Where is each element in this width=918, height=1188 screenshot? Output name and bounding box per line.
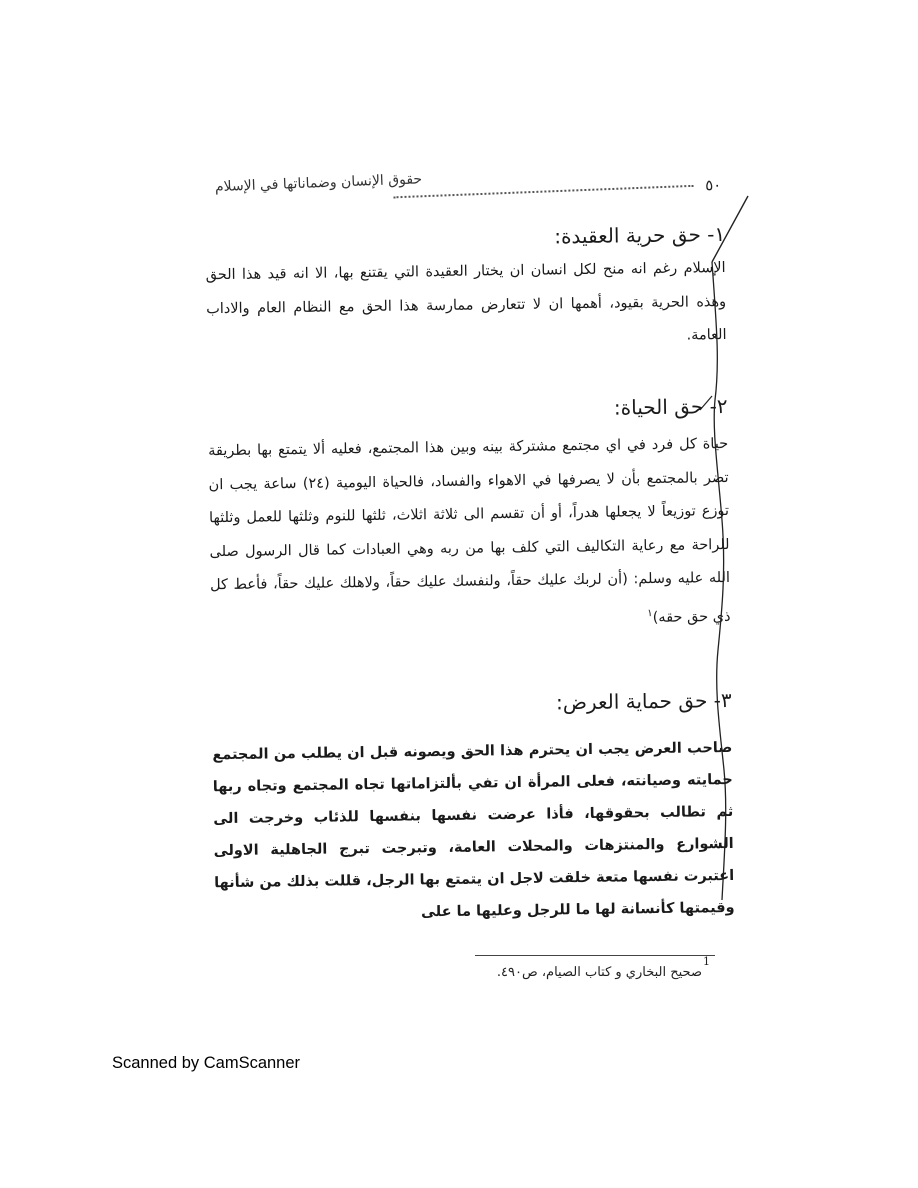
- section-heading-honor: ٣- حق حماية العرض:: [555, 687, 732, 715]
- section-paragraph-life-text: حياة كل فرد في اي مجتمع مشتركة بينه وبين هذا المجتمع، فعليه ألا يتمتع بها بطريقة تضر بالمجتمع بأن لا يصرفها في الاهواء والفساد، فالحياة اليومية (٢٤) ساعة يجب ان توزع توزيعاً لا يجعلها هدراً، أو أن تقسم الى ثلاثة اثلاث، ثلثها للنوم وثلثها للعمل وثلثها للراحة مع رعاية التكاليف التي كلف بها من ربه وهي العبادات كما قال الرسول صلى الله عليه وسلم: (أن لربك عليك حقاً، ولنفسك عليك حقاً، ولاهلك عليك حقاً، فأعط كل ذي حق حقه): [208, 435, 731, 626]
- section-paragraph-honor: صاحب العرض يجب ان يحترم هذا الحق ويصونه قبل ان يطلب من المجتمع حمايته وصيانته، فعلى المرأة ان تفي بألتزاماتها تجاه المجتمع وتجاه ربها ثم تطالب بحقوقها، فأذا عرضت نفسها بنفسها للذئاب وخرجت الى الشوارع والمنتزهات والمحلات العامة، وتبرجت تبرج الجاهلية الاولى اعتبرت نفسها متعة خلقت لاجل ان يتمتع بها الرجل، قللت بذلك من شأنها وقيمتها كأنسانة لها ما للرجل وعليها ما على: [212, 739, 735, 921]
- section-paragraph-belief: الإسلام رغم انه منح لكل انسان ان يختار العقيدة التي يقتنع بها، الا انه قيد هذا الحق وهذه الحرية بقيود، أهمها ان لا تتعارض ممارسة هذا الحق مع النظام العام والاداب العامة.: [205, 259, 727, 344]
- scanner-watermark: Scanned by CamScanner: [112, 1054, 301, 1072]
- footnote-reference: ١: [647, 607, 653, 619]
- body-text: [205, 222, 735, 921]
- footnote-rule: [475, 955, 715, 956]
- footnote-text: صحيح البخاري و كتاب الصيام، ص٤٩٠.: [496, 965, 702, 980]
- page-number: ٥٠: [704, 175, 722, 195]
- footnote-number: 1: [703, 955, 710, 968]
- section-heading-life: ٢- حق الحياة:: [613, 393, 728, 420]
- running-header: [214, 160, 722, 215]
- header-dot-leader: [393, 175, 693, 199]
- book-title: حقوق الإنسان وضماناتها في الإسلام: [214, 171, 423, 196]
- section-paragraph-life: [208, 428, 731, 641]
- section-heading-belief: ١- حق حرية العقيدة:: [554, 222, 726, 249]
